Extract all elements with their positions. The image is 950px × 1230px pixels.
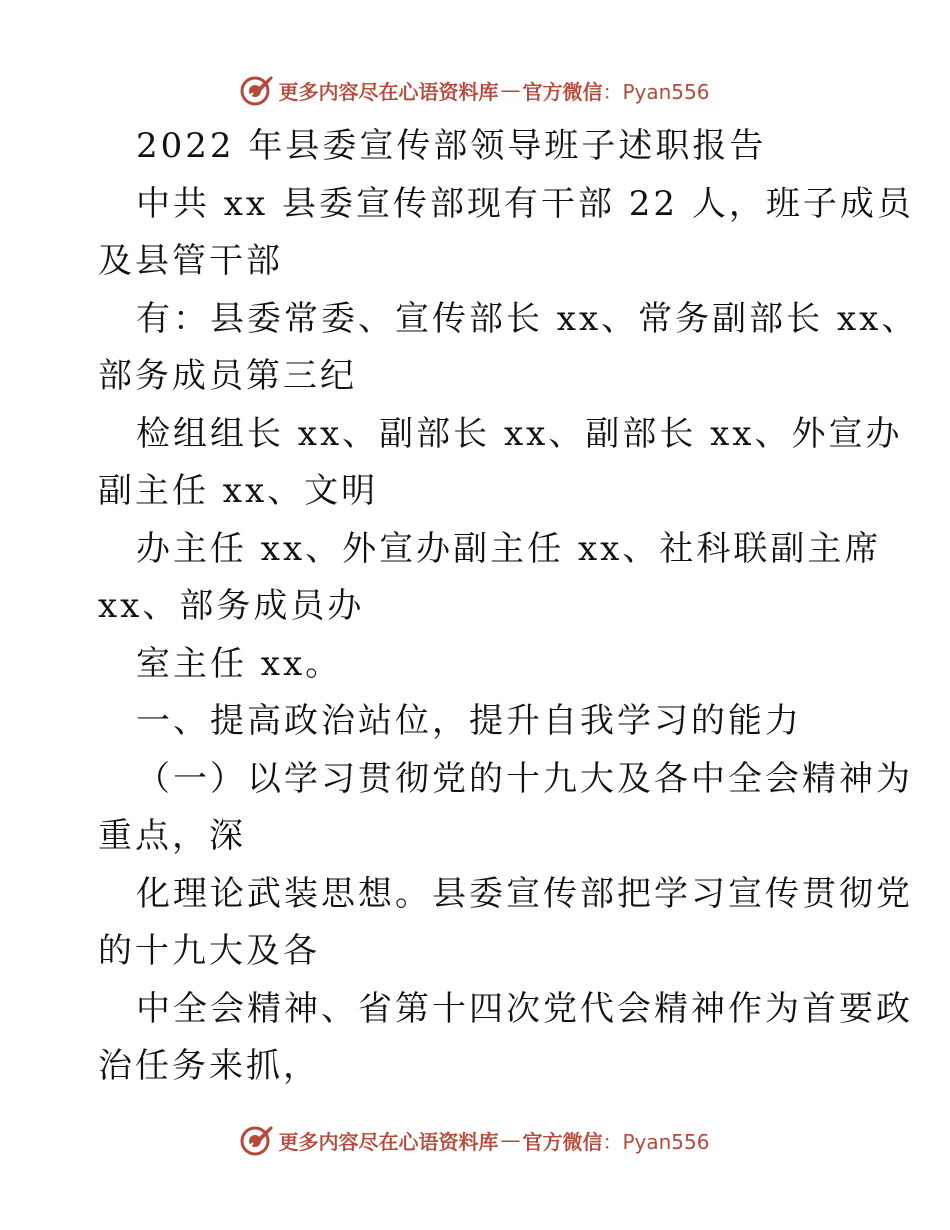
paragraph-line: 重点，深 — [98, 816, 246, 856]
paragraph-line: 中全会精神、省第十四次党代会精神作为首要政 — [136, 988, 913, 1029]
section-heading: 一、提高政治站位，提升自我学习的能力 — [136, 701, 802, 741]
watermark-banner-top — [0, 70, 950, 110]
watermark-wechat-id: ：Pyan556 — [602, 79, 710, 104]
watermark-text: 更多内容尽在心语资料库 — [278, 1129, 499, 1154]
watermark-dash: — — [500, 78, 521, 102]
watermark-dash: — — [500, 1128, 521, 1152]
paragraph-line: 部务成员第三纪 — [98, 356, 357, 396]
paragraph-line: 副主任 xx、文明 — [98, 471, 379, 511]
paragraph-line: 中共 xx 县委宣传部现有干部 22 人，班子成员 — [136, 183, 914, 224]
paragraph-line: 化理论武装思想。县委宣传部把学习宣传贯彻党 — [136, 873, 913, 914]
paragraph-line: 办主任 xx、外宣办副主任 xx、社科联副主席 — [136, 528, 882, 569]
document-title: 2022 年县委宣传部领导班子述职报告 — [136, 126, 767, 166]
watermark-banner-bottom — [0, 1120, 950, 1160]
paragraph-line: 及县管干部 — [98, 241, 283, 281]
paragraph-line: 有：县委常委、宣传部长 xx、常务副部长 xx、 — [136, 298, 919, 339]
watermark-wechat-id: ：Pyan556 — [602, 1129, 710, 1154]
paragraph-line: xx、部务成员办 — [98, 586, 365, 626]
paragraph-line: 的十九大及各 — [98, 931, 320, 971]
pen-logo-icon — [240, 73, 274, 107]
document-body — [98, 118, 919, 1096]
watermark-official: 官方微信 — [522, 79, 603, 104]
watermark-text: 更多内容尽在心语资料库 — [278, 79, 499, 104]
subsection-heading: （一）以学习贯彻党的十九大及各中全会精神为 — [136, 758, 913, 799]
paragraph-line: 治任务来抓， — [98, 1046, 320, 1086]
pen-logo-icon — [240, 1123, 274, 1157]
watermark-official: 官方微信 — [522, 1129, 603, 1154]
paragraph-line: 室主任 xx。 — [136, 643, 343, 684]
paragraph-line: 检组组长 xx、副部长 xx、副部长 xx、外宣办 — [136, 413, 903, 454]
